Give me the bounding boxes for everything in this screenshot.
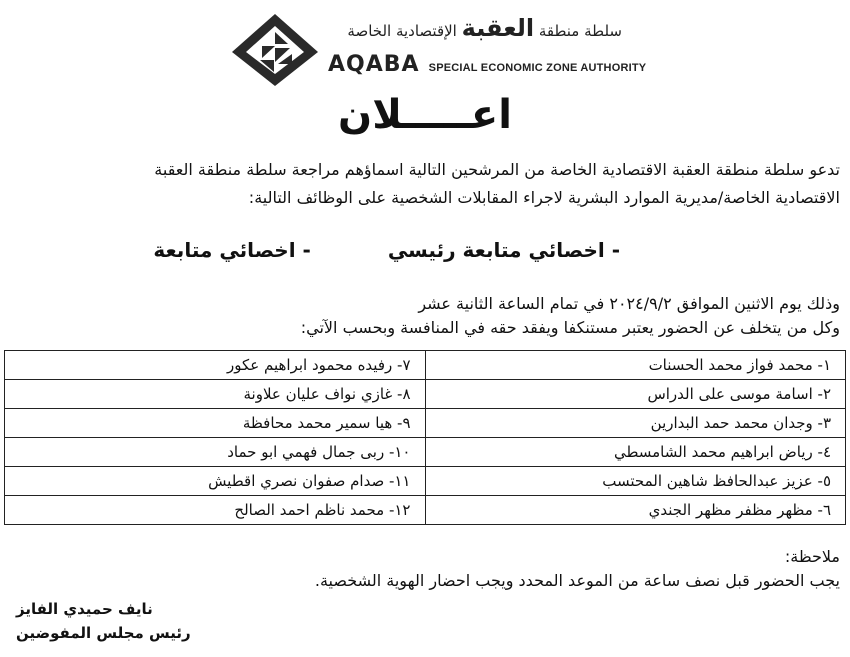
org-name-english [328, 52, 646, 77]
candidate-cell: ٢- اسامة موسى على الدراس [425, 380, 846, 409]
absence-line: وكل من يتخلف عن الحضور يعتبر مستنكفا ويفقد حقه في المنافسة وبحسب الآتي: [300, 318, 840, 337]
org-en-subtitle: SPECIAL ECONOMIC ZONE AUTHORITY [428, 62, 647, 74]
position-2: - اخصائي متابعة [153, 238, 311, 262]
org-name-arabic [347, 14, 622, 42]
announcement-title: اعـــــلان [338, 92, 512, 138]
table-row [5, 409, 846, 438]
positions-list [83, 238, 620, 262]
org-ar-prefix: سلطة منطقة [538, 22, 622, 40]
note-text: يجب الحضور قبل نصف ساعة من الموعد المحدد ويجب احضار الهوية الشخصية. [314, 571, 840, 590]
org-en-name: AQABA [328, 52, 420, 77]
note-label: ملاحظة: [784, 547, 840, 566]
org-ar-suffix: الإقتصادية الخاصة [347, 22, 457, 40]
candidate-cell: ١٢- محمد ناظم احمد الصالح [5, 496, 426, 525]
position-1: - اخصائي متابعة رئيسي [387, 238, 620, 262]
candidate-cell: ١- محمد فواز محمد الحسنات [425, 351, 846, 380]
candidate-cell: ١٠- ربى جمال فهمي ابو حماد [5, 438, 426, 467]
candidate-cell: ٣- وجدان محمد حمد البدارين [425, 409, 846, 438]
candidate-cell: ٧- رفيده محمود ابراهيم عكور [5, 351, 426, 380]
org-ar-name: العقبة [461, 14, 535, 42]
table-row [5, 351, 846, 380]
candidate-cell: ١١- صدام صفوان نصري اقطيش [5, 467, 426, 496]
table-row [5, 467, 846, 496]
signatory-name: نايف حميدي الفايز [16, 600, 153, 618]
intro-line-1: تدعو سلطة منطقة العقبة الاقتصادية الخاصة من المرشحين التالية اسماؤهم مراجعة سلطة منطقة العقبة [154, 160, 840, 179]
signatory-title: رئيس مجلس المفوضين [16, 624, 191, 642]
table-row [5, 496, 846, 525]
candidate-cell: ٦- مظهر مظفر مظهر الجندي [425, 496, 846, 525]
candidate-cell: ٥- عزيز عبدالحافظ شاهين المحتسب [425, 467, 846, 496]
date-line: وذلك يوم الاثنين الموافق ٢٠٢٤/٩/٢ في تمام الساعة الثانية عشر [418, 294, 840, 313]
candidate-cell: ٨- غازي نواف عليان علاونة [5, 380, 426, 409]
aqaba-logo-icon [230, 12, 320, 88]
table-row [5, 380, 846, 409]
candidate-cell: ٤- رياض ابراهيم محمد الشامسطي [425, 438, 846, 467]
candidates-table [4, 350, 846, 525]
intro-line-2: الاقتصادية الخاصة/مديرية الموارد البشرية لاجراء المقابلات الشخصية على الوظائف التالية: [248, 188, 840, 207]
candidate-cell: ٩- هيا سمير محمد محافظة [5, 409, 426, 438]
letterhead [230, 8, 647, 88]
table-row [5, 438, 846, 467]
